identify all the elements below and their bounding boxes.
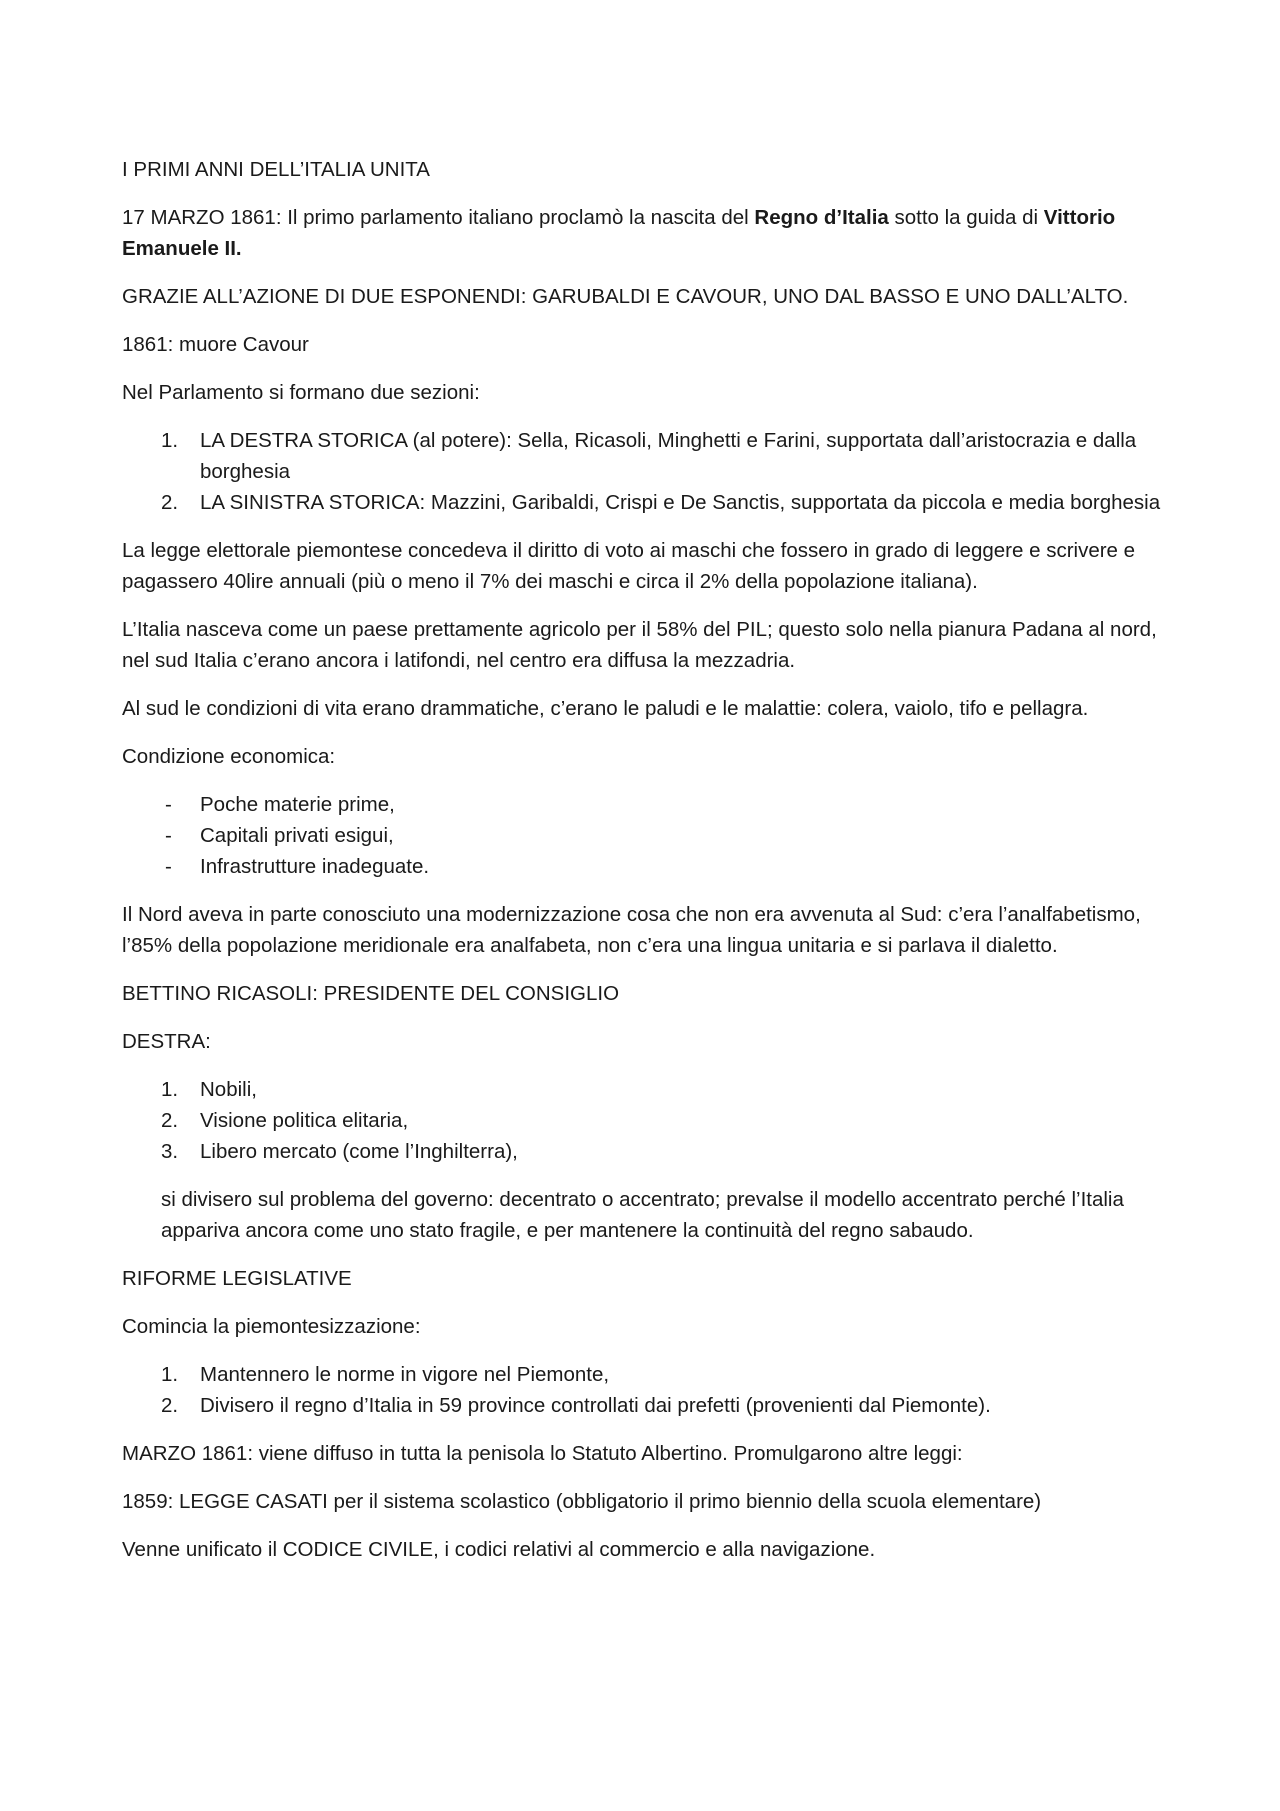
list-item-text: Poche materie prime, — [200, 793, 395, 816]
list-item — [122, 820, 1182, 851]
proclamation-text-c: sotto la guida di — [888, 206, 1044, 229]
proclamation-text-a: 17 MARZO 1861: Il primo parlamento italiano proclamò la nascita del — [122, 206, 755, 229]
paragraph-piemontesizzazione: Comincia la piemontesizzazione: — [122, 1315, 421, 1338]
list-piemontesizzazione — [122, 1359, 1182, 1421]
paragraph-agriculture: L’Italia nasceva come un paese prettamente agricolo per il 58% del PIL; questo solo nella pianura Padana al nord, nel sud Italia c’erano ancora i latifondi, nel centro era diffusa la mezzadria. — [122, 618, 1157, 672]
paragraph-codice-civile: Venne unificato il CODICE CIVILE, i codici relativi al commercio e alla navigazione. — [122, 1538, 876, 1561]
list-marker: 2. — [161, 1394, 179, 1417]
paragraph-legge-casati: 1859: LEGGE CASATI per il sistema scolastico (obbligatorio il primo biennio della scuola elementare) — [122, 1490, 1042, 1513]
paragraph-economic-condition: Condizione economica: — [122, 745, 336, 768]
paragraph-south-conditions: Al sud le condizioni di vita erano drammatiche, c’erano le paludi e le malattie: colera, vaiolo, tifo e pellagra. — [122, 697, 1089, 720]
list-marker: - — [165, 824, 172, 847]
list-marker: - — [165, 855, 172, 878]
list-marker: 2. — [161, 491, 179, 514]
list-item — [122, 789, 1182, 820]
document-title: I PRIMI ANNI DELL’ITALIA UNITA — [122, 158, 430, 181]
list-item — [122, 851, 1182, 882]
paragraph-legislative-reforms: RIFORME LEGISLATIVE — [122, 1267, 352, 1290]
list-item-text: Divisero il regno d’Italia in 59 province controllati dai prefetti (provenienti dal Piemonte). — [200, 1394, 991, 1417]
paragraph-government-model: si divisero sul problema del governo: decentrato o accentrato; prevalse il modello accentrato perché l’Italia appariva ancora come uno stato fragile, e per mantenere la continuità del regno sabaudo. — [161, 1188, 1124, 1242]
list-item — [122, 1390, 1182, 1421]
proclamation-bold-king: Vittorio Emanuele II. — [122, 206, 1116, 260]
list-parliament-sections — [122, 425, 1182, 518]
list-marker: - — [165, 793, 172, 816]
list-marker: 1. — [161, 429, 179, 452]
list-item — [122, 1105, 1182, 1136]
list-item-text: LA DESTRA STORICA (al potere): Sella, Ricasoli, Minghetti e Farini, supportata dall’aristocrazia e dalla borghesia — [200, 429, 1137, 483]
list-item — [122, 487, 1182, 518]
list-item-text: Infrastrutture inadeguate. — [200, 855, 430, 878]
list-item-text: Nobili, — [200, 1078, 257, 1101]
paragraph-garibaldi-cavour: GRAZIE ALL’AZIONE DI DUE ESPONENDI: GARUBALDI E CAVOUR, UNO DAL BASSO E UNO DALL’ALTO. — [122, 285, 1129, 308]
list-item — [122, 425, 1182, 487]
list-marker: 1. — [161, 1078, 179, 1101]
proclamation-bold-kingdom: Regno d’Italia — [754, 206, 889, 229]
list-item — [122, 1136, 1182, 1167]
list-item-text: Mantennero le norme in vigore nel Piemonte, — [200, 1363, 610, 1386]
list-marker: 2. — [161, 1109, 179, 1132]
list-economic-condition — [122, 789, 1182, 882]
list-item-text: Libero mercato (come l’Inghilterra), — [200, 1140, 518, 1163]
paragraph-cavour-death: 1861: muore Cavour — [122, 333, 309, 356]
paragraph-destra-heading: DESTRA: — [122, 1030, 211, 1053]
list-item-text: LA SINISTRA STORICA: Mazzini, Garibaldi, Crispi e De Sanctis, supportata da piccola e media borghesia — [200, 491, 1161, 514]
list-item-text: Capitali privati esigui, — [200, 824, 394, 847]
document-body — [122, 154, 1182, 1582]
paragraph-electoral-law: La legge elettorale piemontese concedeva il diritto di voto ai maschi che fossero in grado di leggere e scrivere e pagassero 40lire annuali (più o meno il 7% dei maschi e circa il 2% della popolazione italiana). — [122, 539, 1136, 593]
paragraph-ricasoli: BETTINO RICASOLI: PRESIDENTE DEL CONSIGLIO — [122, 982, 620, 1005]
paragraph-proclamation — [122, 202, 1182, 264]
paragraph-north-south: Il Nord aveva in parte conosciuto una modernizzazione cosa che non era avvenuta al Sud: c’era l’analfabetismo, l’85% della popolazione meridionale era analfabeta, non c’era una lingua unitaria e si parlava il dialetto. — [122, 903, 1141, 957]
list-destra — [122, 1074, 1182, 1167]
list-item-text: Visione politica elitaria, — [200, 1109, 409, 1132]
paragraph-parliament-sections: Nel Parlamento si formano due sezioni: — [122, 381, 480, 404]
list-item — [122, 1359, 1182, 1390]
list-marker: 1. — [161, 1363, 179, 1386]
list-marker: 3. — [161, 1140, 179, 1163]
paragraph-statuto-albertino: MARZO 1861: viene diffuso in tutta la penisola lo Statuto Albertino. Promulgarono altre leggi: — [122, 1442, 963, 1465]
list-item — [122, 1074, 1182, 1105]
